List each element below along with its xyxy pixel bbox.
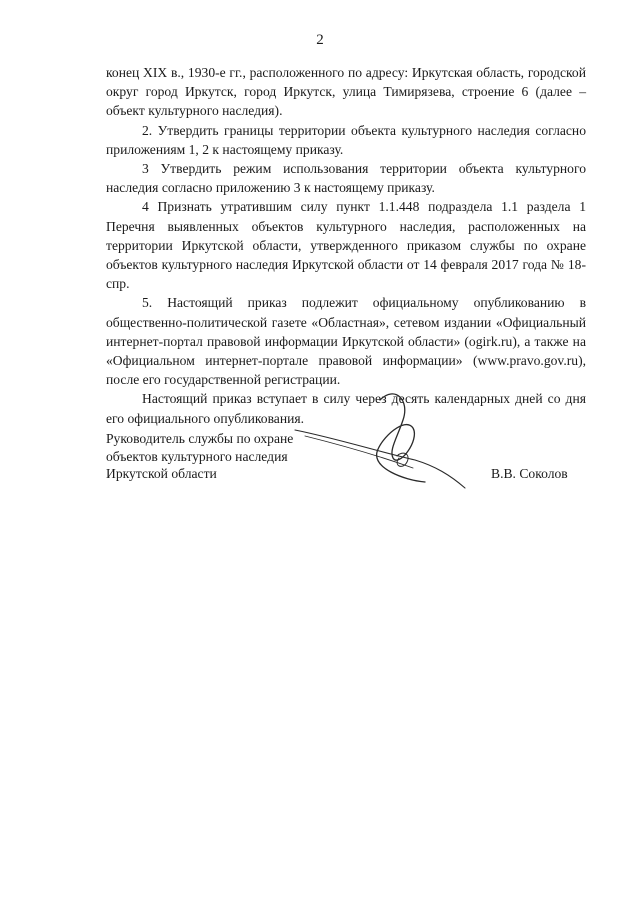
signatory-title-line: объектов культурного наследия <box>106 448 288 464</box>
paragraph-item-4: 4 Признать утратившим силу пункт 1.1.448 подраздела 1.1 раздела 1 Перечня выявленных объектов культурного наследия, расположенных на территории Иркутской области, утвержденного приказом службы по охране объектов культурного наследия Иркутской области от 14 февраля 2017 года № 18-спр. <box>106 199 586 292</box>
signatory-name: В.В. Соколов <box>491 466 568 481</box>
document-body <box>106 63 586 428</box>
paragraph-item-2: 2. Утвердить границы территории объекта культурного наследия согласно приложениям 1, 2 к настоящему приказу. <box>106 122 586 157</box>
signatory-title-line: Руководитель службы по охране <box>106 431 294 446</box>
paragraph-continuation: конец XIX в., 1930-е гг., расположенного по адресу: Иркутская область, городской округ город Иркутск, город Иркутск, улица Тимирязева, строение 6 (далее – объект культурного наследия). <box>106 65 586 119</box>
handwritten-signature <box>285 380 485 510</box>
paragraph-item-3: 3 Утвердить режим использования территории объекта культурного наследия согласно приложению 3 к настоящему приказу. <box>106 161 586 196</box>
signatory-title-line: Иркутской области <box>106 466 217 481</box>
paragraph-item-5: 5. Настоящий приказ подлежит официальному опубликованию в общественно-политической газете «Областная», сетевом издании «Официальный интернет-портал правовой информации Иркутской области» (ogirk.ru), а также на «Официальном интернет-портале правовой информации» (www.pravo.gov.ru), после его государственной регистрации. <box>106 295 586 388</box>
page-number: 2 <box>316 32 324 48</box>
paragraph-effective-date: Настоящий приказ вступает в силу через десять календарных дней со дня его официального опубликования. <box>106 391 586 426</box>
